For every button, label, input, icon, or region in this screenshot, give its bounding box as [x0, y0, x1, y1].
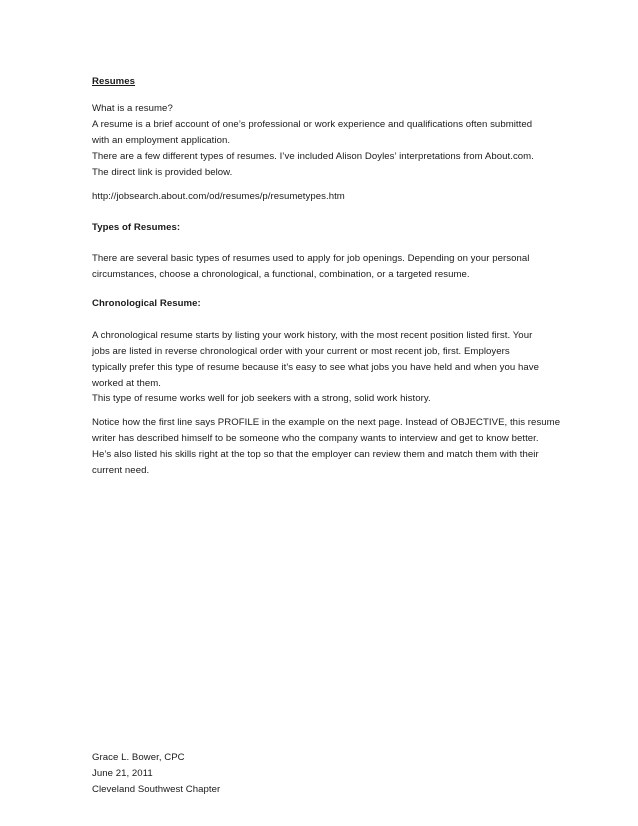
what-is-question: What is a resume?	[92, 103, 173, 114]
footer	[92, 750, 552, 798]
types-body-paragraph	[92, 251, 552, 283]
about-link[interactable]: http://jobsearch.about.com/od/resumes/p/resumetypes.htm	[92, 191, 345, 202]
chronological-note: This type of resume works well for job seekers with a strong, solid work history.	[92, 393, 431, 404]
what-is-line: with an employment application.	[92, 135, 231, 146]
footer-date: June 21, 2011	[92, 768, 153, 779]
chronological-heading: Chronological Resume:	[92, 298, 201, 309]
profile-note-line: writer has described himself to be someone who the company wants to interview and get to know better.	[92, 433, 539, 444]
document-page	[92, 0, 561, 826]
chronological-body-line: worked at them.	[92, 378, 162, 389]
chronological-body-line: typically prefer this type of resume because it's easy to see what jobs you have held and when you have	[92, 362, 539, 373]
profile-note-line: Notice how the first line says PROFILE in the example on the next page. Instead of OBJECTIVE, this resume	[92, 417, 561, 428]
chronological-body-line: A chronological resume starts by listing your work history, with the most recent position listed first. Your	[92, 330, 533, 341]
chronological-body-line: jobs are listed in reverse chronological order with your current or most recent job, first. Employers	[92, 346, 510, 357]
profile-note-line: current need.	[92, 465, 150, 476]
footer-chapter: Cleveland Southwest Chapter	[92, 784, 221, 795]
types-intro-line: The direct link is provided below.	[92, 167, 233, 178]
document-title: Resumes	[92, 76, 136, 87]
types-body-line: circumstances, choose a chronological, a functional, combination, or a targeted resume.	[92, 269, 470, 280]
types-heading: Types of Resumes:	[92, 222, 181, 233]
footer-author: Grace L. Bower, CPC	[92, 752, 185, 763]
types-body-line: There are several basic types of resumes used to apply for job openings. Depending on your personal	[92, 253, 530, 264]
what-is-paragraph	[92, 101, 552, 149]
profile-note-paragraph	[92, 415, 561, 479]
profile-note-line: He’s also listed his skills right at the top so that the employer can review them and match them with their	[92, 449, 539, 460]
types-intro-line: There are a few different types of resumes. I’ve included Alison Doyles’ interpretations from About.com.	[92, 151, 534, 162]
what-is-line: A resume is a brief account of one’s professional or work experience and qualifications often submitted	[92, 119, 533, 130]
types-intro-paragraph	[92, 149, 552, 181]
chronological-body-paragraph	[92, 328, 552, 392]
